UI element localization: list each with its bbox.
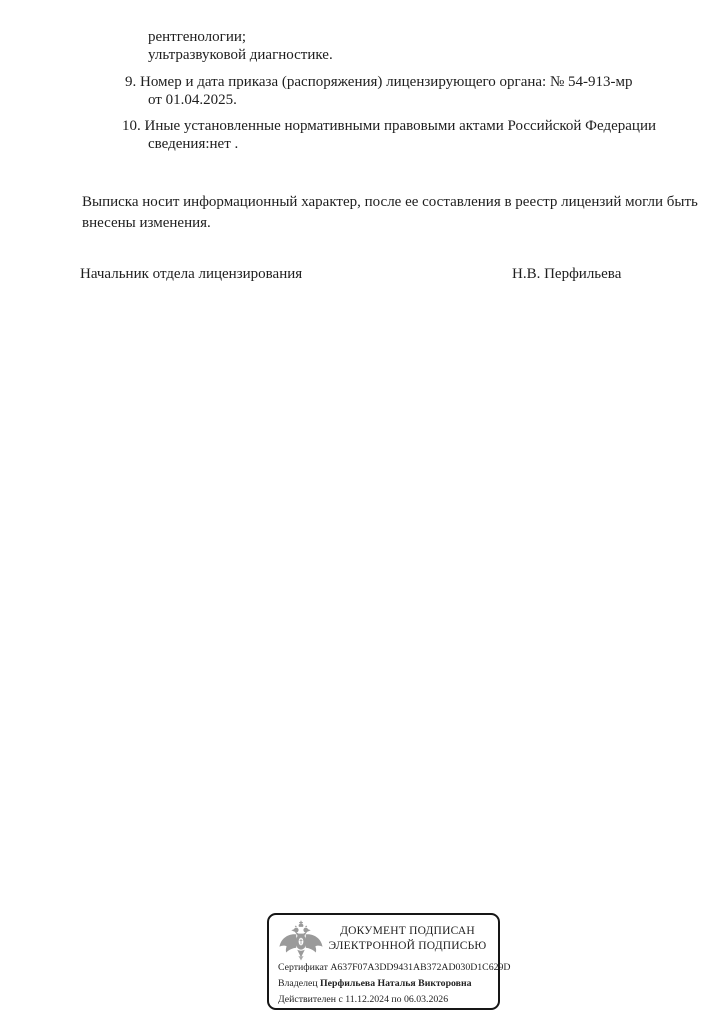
certificate-value: A637F07A3DD9431AB372AD030D1C629D — [330, 962, 511, 973]
signer-name: Н.В. Перфильева — [512, 266, 622, 282]
list-item-9-line-1: 9. Номер и дата приказа (распоряжения) лицензирующего органа: № 54-913-мр — [125, 74, 633, 90]
owner-label: Владелец — [278, 978, 318, 989]
certificate-label: Сертификат — [278, 962, 328, 973]
list-item-9 — [125, 74, 633, 109]
owner-name: Перфильева Наталья Викторовна — [320, 978, 472, 989]
stamp-title — [323, 924, 492, 953]
stamp-title-line-2: ЭЛЕКТРОННОЙ ПОДПИСЬЮ — [328, 939, 487, 952]
stamp-owner-line — [278, 977, 472, 990]
stamp-title-line-1: ДОКУМЕНТ ПОДПИСАН — [340, 925, 475, 937]
notice-line-2: внесены изменения. — [82, 215, 211, 231]
activity-sublist-line-1: рентгенологии; — [148, 29, 247, 45]
notice-line-1: Выписка носит информационный характер, после ее составления в реестр лицензий могли быть — [82, 194, 698, 210]
list-item-9-line-2: от 01.04.2025. — [148, 91, 237, 108]
double-headed-eagle-emblem-icon — [277, 920, 325, 965]
electronic-signature-stamp — [267, 913, 511, 1010]
stamp-certificate-line — [278, 961, 511, 974]
list-item-10 — [122, 118, 656, 153]
activity-sublist-line-2: ультразвуковой диагностике. — [148, 46, 333, 63]
notice-paragraph — [82, 192, 698, 234]
list-item-10-line-2: сведения:нет . — [148, 135, 239, 152]
list-item-10-line-1: 10. Иные установленные нормативными правовыми актами Российской Федерации — [122, 118, 657, 134]
stamp-validity-line: Действителен с 11.12.2024 по 06.03.2026 — [278, 994, 449, 1005]
signer-position: Начальник отдела лицензирования — [80, 266, 303, 282]
